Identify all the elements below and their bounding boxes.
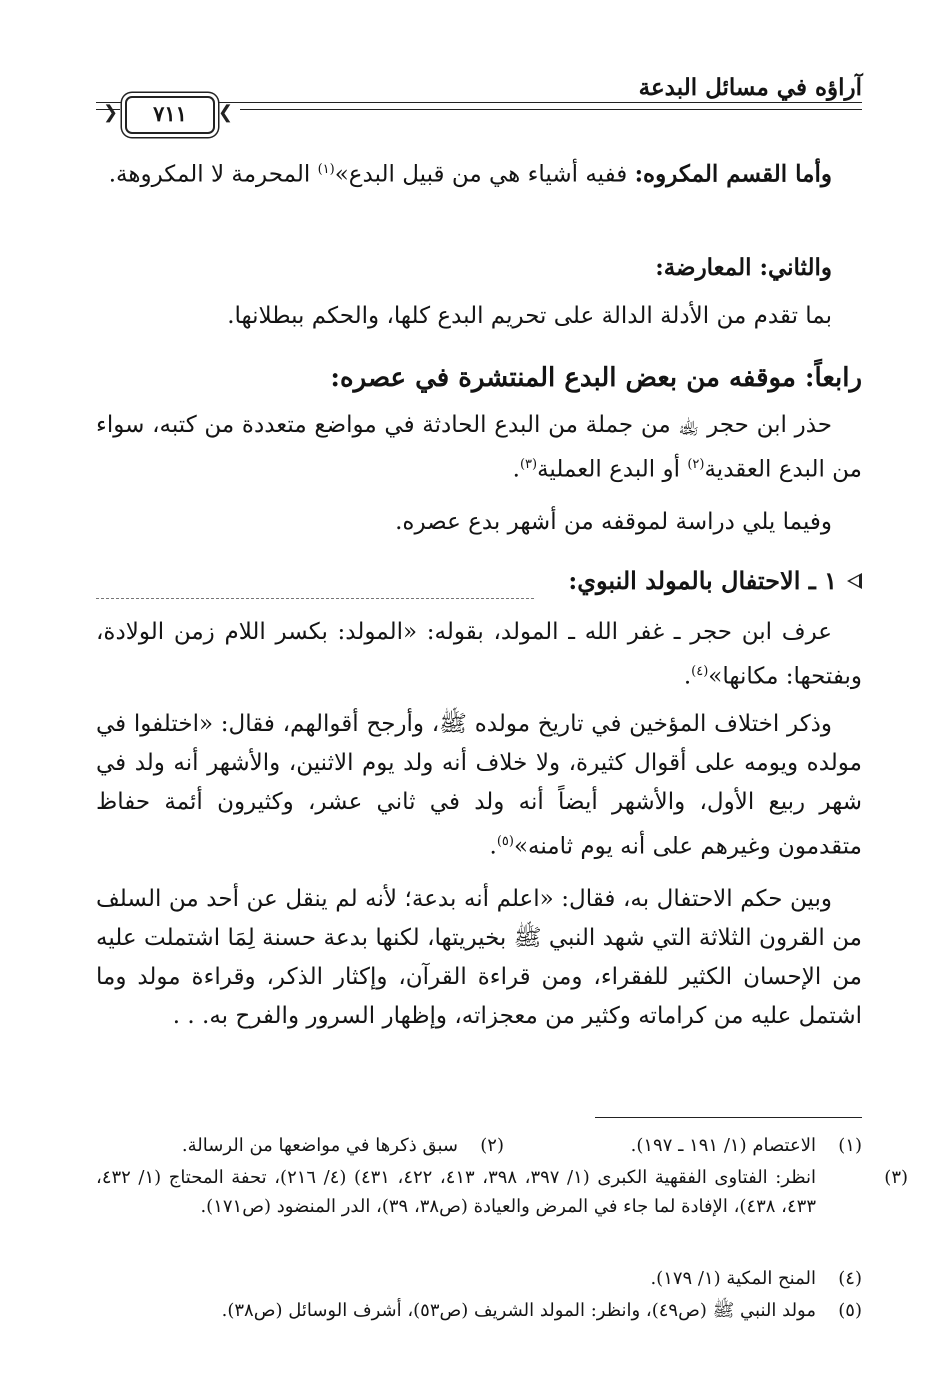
paragraph-intro-study: وفيما يلي دراسة لموقفه من أشهر بدع عصره. bbox=[395, 509, 832, 535]
page-number: ٧١١ bbox=[125, 96, 215, 134]
paragraph-text: . bbox=[512, 456, 520, 483]
paragraph-makruh bbox=[96, 150, 862, 195]
footnote-ref: (٣) bbox=[519, 457, 538, 472]
footnote-text: انظر: الفتاوى الفقهية الكبرى (١/ ٣٩٧، ٣٩٨، ٤١٣، ٤٢٢، ٤٣١) (٤/ ٢١٦)، تحفة المحتاج (١/ ٤٣٢، ٤٣٣، ٤٣٨)، الإفادة لما جاء في المرض والعيادة (ص٣٨، ٣٩)، الدر المنضود (ص١٧١). bbox=[96, 1167, 817, 1217]
footnote-number: (٤) bbox=[838, 1268, 862, 1289]
heading-second-muarada: والثاني: المعارضة: bbox=[655, 254, 832, 281]
paragraph-text: ففيه أشياء هي من قبيل البدع» bbox=[334, 161, 628, 188]
footnote-2 bbox=[182, 1131, 504, 1160]
footnote-text: سبق ذكرها في مواضعها من الرسالة. bbox=[181, 1135, 458, 1156]
footnote-number: (١) bbox=[838, 1135, 862, 1156]
footnote-ref: (٥) bbox=[496, 834, 514, 849]
paragraph-text: حذر ابن حجر ﵀ من جملة من البدع الحادثة في مواضع متعددة من كتبه، سواء من البدع العقدية bbox=[96, 412, 862, 483]
paragraph-evidence: بما تقدم من الأدلة الدالة على تحريم البدع كلها، والحكم ببطلانها. bbox=[227, 303, 832, 329]
subheading-mawlid: ١ ـ الاحتفال بالمولد النبوي: bbox=[568, 566, 837, 595]
footnote-4 bbox=[650, 1264, 862, 1293]
paragraph-text: عرف ابن حجر ـ غفر الله ـ المولد، بقوله: «المولد: بكسر اللام زمن الولادة، وبفتحها: مكانها» bbox=[96, 619, 862, 690]
paragraph-text: . bbox=[683, 663, 692, 690]
footnote-number: (٥) bbox=[838, 1300, 862, 1321]
paragraph-text: أو البدع العملية bbox=[537, 456, 688, 483]
footnote-text: المنح المكية (١/ ١٧٩). bbox=[650, 1268, 816, 1289]
paragraph-text: وبين حكم الاحتفال به، فقال: «اعلم أنه بدعة؛ لأنه لم ينقل عن أحد من السلف من القرون الثلاثة التي شهد النبي ﷺ بخيريتها، لكنها بدعة حسنة لِمَا اشتملت عليه من الإحسان الكثير للفقراء، ومن قراءة القرآن، وإكثار الذكر، وقراءة مولد وما اشتمل عليه من كراماته وكثير من معجزاته، وإظهار السرور والفرح به. . . bbox=[96, 886, 862, 1029]
section-title-fourth: رابعاً: موقفه من بعض البدع المنتشرة في عصره: bbox=[330, 363, 862, 393]
paragraph-warning bbox=[96, 406, 862, 490]
footnote-number: (٣) bbox=[884, 1167, 909, 1188]
footnote-1 bbox=[631, 1131, 862, 1160]
running-title: آراؤه في مسائل البدعة bbox=[638, 74, 862, 101]
footnote-ref: (٢) bbox=[687, 457, 705, 472]
footnote-ref: (٤) bbox=[691, 664, 709, 679]
footnote-text: مولد النبي ﷺ (ص٤٩)، وانظر: المولد الشريف (ص٥٣)، أشرف الوسائل (ص٣٨). bbox=[221, 1300, 816, 1321]
ornament-left-icon: ❮ bbox=[103, 102, 119, 123]
triangle-marker-icon bbox=[847, 573, 862, 589]
footnote-text: الاعتصام (١/ ١٩١ ـ ١٩٧). bbox=[630, 1135, 816, 1156]
ornament-right-icon: ❯ bbox=[218, 102, 234, 123]
dotted-divider bbox=[96, 598, 534, 599]
paragraph-birth-date bbox=[96, 705, 862, 867]
paragraph-lead: وأما القسم المكروه: bbox=[634, 160, 832, 188]
paragraph-text: المحرمة لا المكروهة. bbox=[108, 161, 311, 188]
paragraph-text: وذكر اختلاف المؤخين في تاريخ مولده ﷺ، وأرجح أقوالهم، فقال: «اختلفوا في مولده ويومه على أقوال كثيرة، ولا خلاف أنه ولد يوم الاثنين، والأشهر أنه ولد في شهر ربيع الأول، والأشهر أيضاً أنه ولد في ثاني عشر، وكثيرون أئمة حفاظ متقدمون وغيرهم على أنه يوم ثامنه» bbox=[96, 711, 862, 860]
paragraph-ruling bbox=[96, 880, 862, 1036]
footnote-rule bbox=[595, 1117, 862, 1118]
footnote-3 bbox=[96, 1163, 909, 1221]
paragraph-mawlid-definition bbox=[96, 613, 862, 697]
ornament-line-right bbox=[240, 109, 862, 110]
footnote-ref: (١) bbox=[317, 162, 335, 177]
footnote-5 bbox=[222, 1296, 862, 1325]
footnote-number: (٢) bbox=[480, 1135, 504, 1156]
paragraph-text: . bbox=[489, 833, 497, 860]
